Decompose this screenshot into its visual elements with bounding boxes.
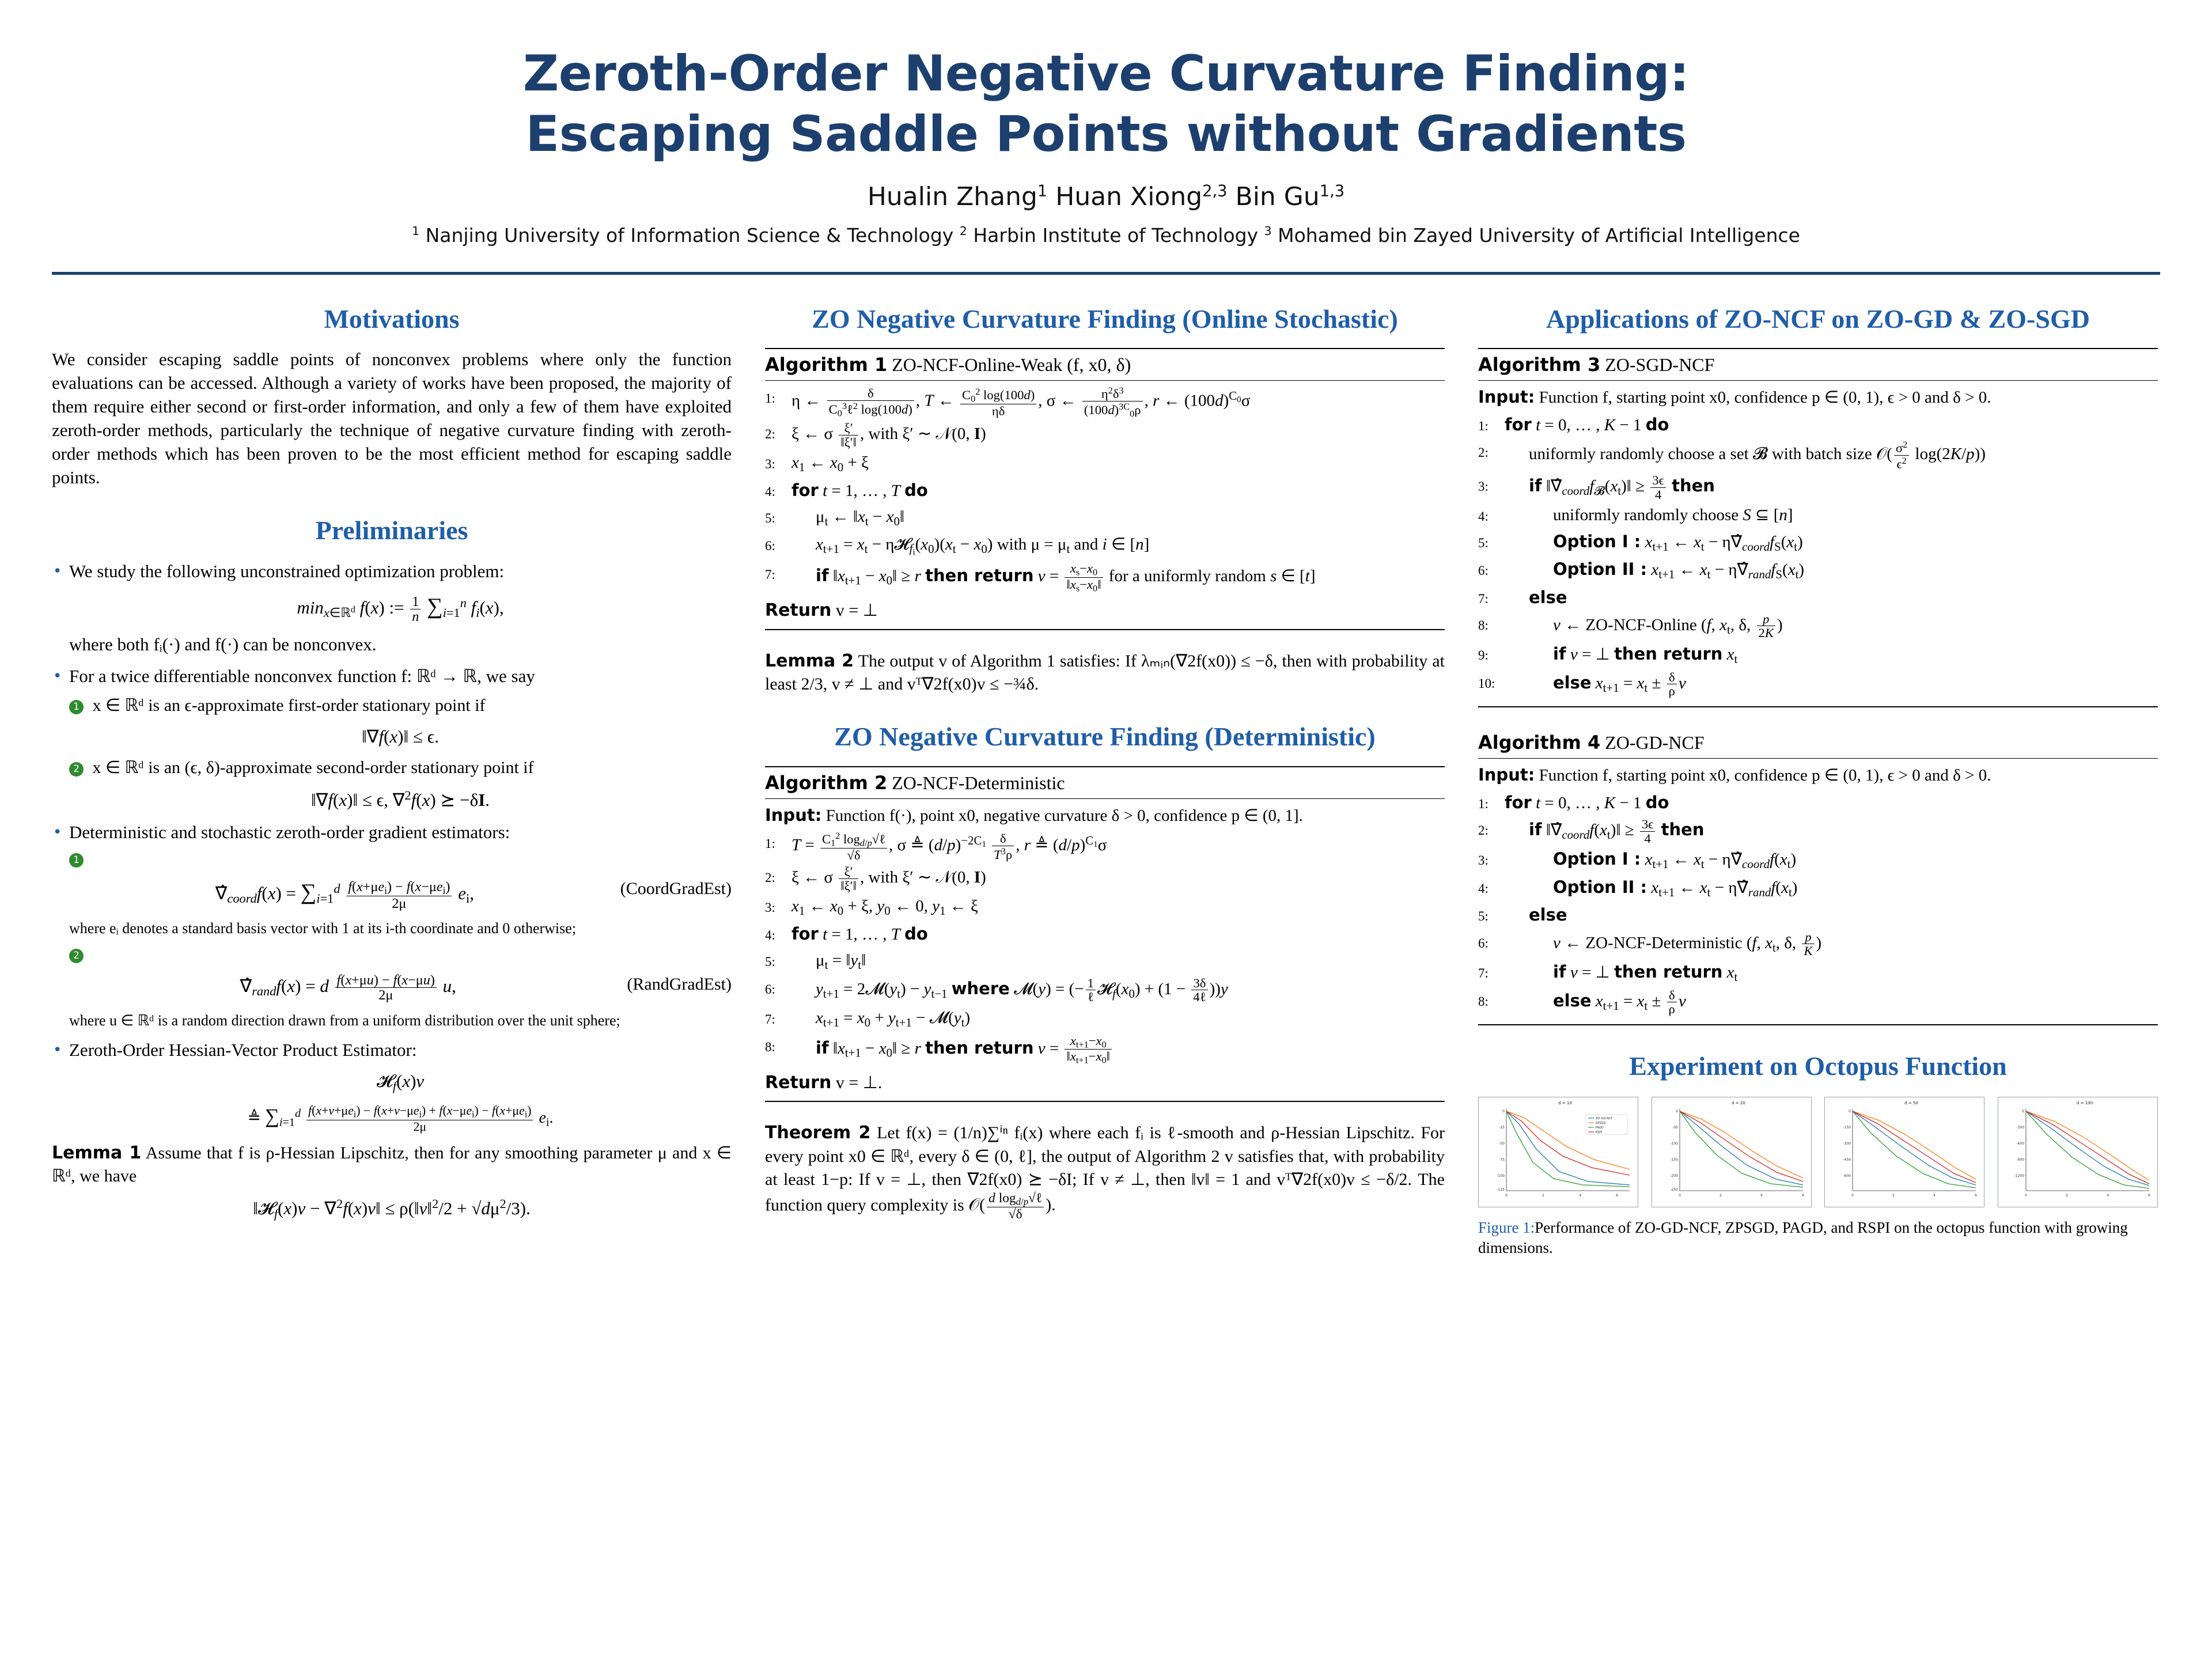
algorithm-2-input bbox=[765, 804, 1445, 828]
svg-text:-50: -50 bbox=[1499, 1141, 1505, 1146]
algorithm-4-line-7: 7: if v = ⊥ then return $x_t$ bbox=[1478, 962, 1738, 984]
algorithm-3-block bbox=[1478, 348, 2158, 707]
chart-d100 bbox=[1998, 1097, 2158, 1207]
algorithm-3-name: ZO-SGD-NCF bbox=[1605, 354, 1715, 376]
svg-text:-75: -75 bbox=[1499, 1157, 1505, 1162]
svg-text:2: 2 bbox=[1892, 1193, 1895, 1198]
algorithm-2-return bbox=[765, 1067, 1445, 1096]
algorithm-2-name: ZO-NCF-Deterministic bbox=[892, 772, 1065, 793]
algorithm-1-body bbox=[765, 381, 1445, 629]
chart-d50 bbox=[1824, 1097, 1984, 1207]
badge-two-icon: 2 bbox=[69, 762, 84, 777]
algorithm-4-rule-bottom bbox=[1478, 1024, 2158, 1025]
svg-text:-600: -600 bbox=[1843, 1173, 1851, 1178]
svg-text:-250: -250 bbox=[1670, 1187, 1678, 1192]
bullet-stationary-definitions bbox=[52, 664, 732, 812]
svg-text:-150: -150 bbox=[1670, 1157, 1678, 1162]
equation-hvp-lhs: 𝓗$_f$(x)v bbox=[376, 1071, 425, 1094]
svg-text:0: 0 bbox=[1502, 1109, 1505, 1113]
algorithm-1-return-label: Return bbox=[765, 600, 832, 621]
equation-problem: $\min_{x\in ℝ^d} f(x)$ := $\frac{1}{n}$ $\sum_{i=1}^n$ $f_i(x)$, bbox=[297, 593, 504, 625]
column-right bbox=[1478, 302, 2158, 1258]
theorem-2-label: Theorem 2 bbox=[765, 1123, 871, 1143]
algorithm-2-line-6: 6: $y_{t+1}$ = $2𝓜(y_t) - y_{t-1}$ where 𝓜(y) = (− $\frac{1}{\text{ℓ}}$ $𝓗_f(x_0) + (1$ − $\frac{3\delta}{\text{4ℓ}}$ ))y bbox=[765, 975, 1228, 1005]
svg-text:6: 6 bbox=[1801, 1193, 1804, 1198]
preliminaries-bullets bbox=[52, 559, 732, 1134]
algorithm-3-body bbox=[1478, 381, 2158, 706]
motivations-text: We consider escaping saddle points of nonconvex problems where only the function evaluations can be accessed. Although a variety of works have been proposed, the majority of them require either second or first-order information, and only a few of them have exploited zeroth-order methods, particularly the technique of negative curvature finding with zeroth-order methods which has been proven to be the most efficient method for escaping saddle points. bbox=[52, 349, 732, 487]
svg-text:0: 0 bbox=[1678, 1193, 1681, 1198]
theorem-2-text: Let f(x) = (1/n)∑ⁱⁿ fᵢ(x) where each fᵢ is ℓ-smooth and ρ-Hessian Lipschitz. For every point x0 ∈ ℝᵈ, every δ ∈ (0, ℓ], the output of Algorithm 2 v satisfies that, with probability at least 1−p: If v = ⊥, then ∇2f(x0) ⪰ −δI; If v ≠ ⊥, then ‖v‖ = 1 and vᵀ∇2f(x0)v ≤ −δ/2. The function query complexity is bbox=[765, 1123, 1445, 1215]
algorithm-4-line-1: 1: for t = 0, … , K − 1 do bbox=[1478, 792, 1669, 812]
lemma-2-text: The output v of Algorithm 1 satisfies: If λₘᵢₙ(∇2f(x0)) ≤ −δ, then with probability at least 2/3, v ≠ ⊥ and vᵀ∇2f(x0)v ≤ −¾δ. bbox=[765, 651, 1445, 694]
algorithm-2-line-8: 8: if $‖x_{t+1}$ − $x_0‖ \ge r$ then return v = $\frac{x_{t+1}-x_0}{‖x_{t+1}-x_0‖}$ bbox=[765, 1034, 1445, 1065]
lemma-1-label: Lemma 1 bbox=[52, 1143, 142, 1164]
equation-lemma-1: ‖𝓗$_f$(x)v − ∇$^2$f(x)v‖ ≤ ρ(‖v‖$^2$/2 + $√d\mu^2/3$). bbox=[253, 1196, 531, 1221]
author-list: Hualin Zhang$^1$ Huan Xiong$^{2,3}$ Bin Gu$^{1,3}$ bbox=[867, 181, 1345, 211]
algorithm-1-line-3: 3: $x_1$ ← $x_0 + \xi$ bbox=[765, 453, 869, 475]
algorithm-4-body bbox=[1478, 759, 2158, 1024]
algorithm-4-number: Algorithm 4 bbox=[1478, 732, 1601, 754]
algorithm-2-line-5: 5: $\mu_t$ = $‖y_t‖$ bbox=[765, 951, 866, 972]
header-divider bbox=[52, 272, 2160, 275]
algorithm-1-line-7: 7: if $‖x_{t+1}$ − $x_0‖ \ge r$ then return v = $\frac{x_s-x_0}{‖x_s-x_0‖}$ for a uniformly random s ∈ [t] bbox=[765, 561, 1316, 594]
algorithm-3-line-1: 1: for t = 0, … , K − 1 do bbox=[1478, 414, 1669, 434]
svg-text:2: 2 bbox=[2066, 1193, 2068, 1198]
equation-tag-randgradest: (RandGradEst) bbox=[627, 974, 732, 994]
algorithm-1-block bbox=[765, 348, 1445, 630]
algorithm-4-input bbox=[1478, 763, 2158, 787]
theorem-2-complexity: 𝒪( $\frac{d \log_{d/p}√\ell}{√\delta}$ ). bbox=[968, 1190, 1056, 1222]
lemma-1-text: Assume that f is ρ-Hessian Lipschitz, then for any smoothing parameter μ and x ∈ ℝᵈ, we have bbox=[52, 1143, 732, 1186]
algorithm-3-line-9: 9: if v = ⊥ then return $x_t$ bbox=[1478, 644, 1738, 666]
algorithm-3-title bbox=[1478, 349, 2158, 380]
algorithm-2-line-3: 3: $x_1$ ← $x_0 + \xi$, $y_0$ ← 0, $y_1$ ← ξ bbox=[765, 897, 978, 918]
svg-text:0: 0 bbox=[1675, 1109, 1678, 1113]
algorithm-4-line-3: 3: Option I : $x_{t+1}$ ← $x_t$ − $\eta\nablâ_{coord}f(x_t)$ bbox=[1478, 849, 1797, 872]
svg-text:-600: -600 bbox=[2016, 1141, 2024, 1146]
svg-text:0: 0 bbox=[1849, 1109, 1851, 1113]
svg-text:4: 4 bbox=[2107, 1193, 2109, 1198]
equation-hvp-rhs: ≜ $\sum_{i=1}^d$ $\frac{f(x+v+\mu e_i) - f(x+v-\mu e_i) + f(x-\mu e_i) - f(x+\mu e_i)}{2\mu}$ $e_i$. bbox=[247, 1104, 554, 1134]
svg-text:4: 4 bbox=[1933, 1193, 1936, 1198]
svg-text:ZO-GD-NCF: ZO-GD-NCF bbox=[1596, 1116, 1613, 1120]
svg-text:6: 6 bbox=[1975, 1193, 1978, 1198]
section-heading-online-stochastic: ZO Negative Curvature Finding (Online Stochastic) bbox=[812, 304, 1398, 334]
svg-text:-50: -50 bbox=[1672, 1125, 1678, 1130]
definition-first-order bbox=[69, 694, 732, 717]
svg-text:RSPI: RSPI bbox=[1596, 1130, 1603, 1134]
algorithm-2-rule-bottom bbox=[765, 1101, 1445, 1102]
badge-one-icon: 1 bbox=[69, 700, 84, 714]
section-heading-deterministic: ZO Negative Curvature Finding (Deterministic) bbox=[834, 722, 1376, 752]
svg-text:-125: -125 bbox=[1497, 1187, 1505, 1192]
svg-text:-150: -150 bbox=[1843, 1125, 1851, 1130]
algorithm-3-line-7: 7: else bbox=[1478, 587, 1567, 607]
algorithm-3-line-2: 2: uniformly randomly choose a set 𝓑 with batch size 𝒪( $\frac{\sigma^2}{\epsilon^2}$ log(2K/p)) bbox=[1478, 439, 1986, 472]
algorithm-3-line-10: 10: else $x_{t+1} = x_t$ ± $\frac{\delta}{\rho}$ v bbox=[1478, 669, 1686, 699]
equation-first-order: ‖∇f(x)‖ ≤ ϵ. bbox=[361, 726, 439, 747]
algorithm-1-return bbox=[765, 595, 1445, 623]
column-left bbox=[52, 302, 732, 1258]
svg-text:-100: -100 bbox=[1670, 1141, 1678, 1146]
algorithm-2-line-4: 4: for t = 1, … , T do bbox=[765, 923, 928, 944]
bullet-problem-text: We study the following unconstrained optimization problem: bbox=[69, 561, 505, 582]
svg-text:-900: -900 bbox=[2016, 1157, 2024, 1162]
svg-text:-450: -450 bbox=[1843, 1157, 1851, 1162]
algorithm-1-line-2: 2: ξ ← σ $\frac{\xi'}{‖\xi'‖}$ , with ξ′ ∼ 𝒩(0, I) bbox=[765, 420, 986, 449]
algorithm-4-title bbox=[1478, 727, 2158, 758]
equation-rand-grad-est: (RandGradEst) $\nablâ_{rand}f(x) = d$ $\frac{f(x+\mu u) - f(x-\mu u)}{2\mu}$ u, bbox=[240, 972, 732, 1003]
algorithm-3-rule-bottom bbox=[1478, 706, 2158, 707]
algorithm-4-name: ZO-GD-NCF bbox=[1605, 732, 1705, 753]
algorithm-2-input-text: Function f(·), point x0, negative curvature δ > 0, confidence p ∈ (0, 1]. bbox=[825, 806, 1303, 825]
algorithm-2-line-1: 1: T = $\frac{C_1^2 \log_{d/p}√\ell}{√\delta}$ , σ ≜ $(d/p)^{-2C_1}$ $\frac{\delta}{T^3\rho}$ , r ≜ $(d/p)^{C_1}\sigma$ bbox=[765, 830, 1107, 863]
algorithm-4-input-text: Function f, starting point x0, confidence p ∈ (0, 1), ϵ > 0 and δ > 0. bbox=[1539, 766, 1991, 785]
svg-text:PAGD: PAGD bbox=[1596, 1126, 1604, 1130]
algorithm-1-line-6: 6: $x_{t+1} = x_t$ − $\eta 𝓗_{f_i}(x_0)(x_t - x_0)$ with $\mu = \mu_t$ and i ∈ [n] bbox=[765, 535, 1150, 558]
lemma-1 bbox=[52, 1142, 732, 1188]
svg-text:2: 2 bbox=[1719, 1193, 1722, 1198]
theorem-2 bbox=[765, 1122, 1445, 1222]
lemma-2-label: Lemma 2 bbox=[765, 650, 854, 671]
badge-two-b-icon: 2 bbox=[69, 949, 84, 963]
algorithm-3-line-8: 8: v ← ZO-NCF-Online (f, $x_t$, δ, $\frac{p}{2K}$ ) bbox=[1478, 611, 1783, 641]
svg-text:-300: -300 bbox=[1843, 1141, 1851, 1146]
svg-text:-25: -25 bbox=[1499, 1125, 1505, 1130]
section-heading-preliminaries: Preliminaries bbox=[315, 515, 468, 545]
note-coordgradest: where eᵢ denotes a standard basis vector with 1 at its i-th coordinate and 0 otherwise; bbox=[69, 920, 577, 937]
svg-text:ZPSGD: ZPSGD bbox=[1596, 1121, 1606, 1125]
algorithm-3-line-4: 4: uniformly randomly choose S ⊆ [n] bbox=[1478, 506, 1793, 525]
page-title bbox=[52, 44, 2160, 165]
column-middle bbox=[765, 302, 1445, 1258]
svg-text:d = 50: d = 50 bbox=[1904, 1100, 1919, 1105]
svg-text:6: 6 bbox=[1616, 1193, 1618, 1198]
svg-text:d = 100: d = 100 bbox=[2076, 1100, 2093, 1105]
algorithm-3-line-5: 5: Option I : $x_{t+1}$ ← $x_t$ − $\eta\nablâ_{coord}f_S(x_t)$ bbox=[1478, 531, 1803, 554]
section-heading-experiment: Experiment on Octopus Function bbox=[1629, 1051, 2007, 1081]
figure-row bbox=[1478, 1097, 2158, 1207]
algorithm-2-input-label: Input: bbox=[765, 805, 822, 825]
svg-text:0: 0 bbox=[1851, 1193, 1854, 1198]
chart-d10 bbox=[1478, 1097, 1638, 1207]
svg-text:-1200: -1200 bbox=[2014, 1173, 2024, 1178]
bullet-stationary-text: For a twice differentiable nonconvex function f: ℝᵈ → ℝ, we say bbox=[69, 666, 535, 687]
algorithm-2-block bbox=[765, 766, 1445, 1103]
bullet-gradient-estimators bbox=[52, 820, 732, 1031]
svg-text:d = 20: d = 20 bbox=[1731, 1100, 1745, 1105]
algorithm-1-name: ZO-NCF-Online-Weak (f, x0, δ) bbox=[892, 354, 1131, 376]
algorithm-2-line-7: 7: $x_{t+1} = x_0 + y_{t+1}$ − $𝓜(y_t)$ bbox=[765, 1009, 971, 1029]
algorithm-2-number: Algorithm 2 bbox=[765, 771, 888, 794]
algorithm-1-line-1: 1: η ← $\frac{\delta}{C_0^3\ell^2 \log(100d)}$ , T ← $\frac{C_0^2 \log(100d)}{\eta\delta}$ , σ ← $\frac{\eta^2\delta^3}{(100d)^{3C}_0\rho}$ , r ← $(100d)^{C_0}\sigma$ bbox=[765, 385, 1251, 419]
svg-text:-100: -100 bbox=[1497, 1173, 1505, 1178]
bullet-hvp-text: Zeroth-Order Hessian-Vector Product Estimator: bbox=[69, 1040, 417, 1060]
algorithm-1-rule-bottom bbox=[765, 629, 1445, 630]
algorithm-1-number: Algorithm 1 bbox=[765, 354, 888, 376]
algorithm-2-return-value: v = ⊥. bbox=[835, 1073, 882, 1092]
algorithm-1-return-value: v = ⊥ bbox=[835, 601, 878, 620]
svg-text:0: 0 bbox=[2025, 1193, 2027, 1198]
algorithm-4-block bbox=[1478, 727, 2158, 1025]
algorithm-1-line-5: 5: $\mu_t$ ← $‖x_t$ − $x_0‖$ bbox=[765, 507, 905, 528]
chart-d20 bbox=[1652, 1097, 1812, 1207]
algorithm-4-line-5: 5: else bbox=[1478, 905, 1567, 925]
chart-d50-svg bbox=[1825, 1097, 1984, 1207]
svg-text:-200: -200 bbox=[1670, 1173, 1678, 1178]
bullet-problem-where: where both fᵢ(·) and f(·) can be nonconvex. bbox=[69, 634, 377, 654]
svg-text:4: 4 bbox=[1760, 1193, 1763, 1198]
badge-one-b-icon: 1 bbox=[69, 853, 84, 868]
bullet-problem bbox=[52, 559, 732, 656]
algorithm-4-line-4: 4: Option II : $x_{t+1}$ ← $x_t$ − $\eta\nablâ_{rand}f(x_t)$ bbox=[1478, 877, 1798, 899]
algorithm-3-line-6: 6: Option II : $x_{t+1}$ ← $x_t$ − $\eta\nablâ_{rand}f_S(x_t)$ bbox=[1478, 559, 1805, 581]
equation-second-order: ‖∇f(x)‖ ≤ ϵ, ∇$^2$f(x) ⪰ −δI. bbox=[310, 788, 490, 810]
section-heading-motivations: Motivations bbox=[324, 304, 460, 334]
definition-first-order-text: x ∈ ℝᵈ is an ϵ-approximate first-order stationary point if bbox=[92, 695, 486, 715]
svg-text:4: 4 bbox=[1579, 1193, 1581, 1198]
algorithm-1-title bbox=[765, 349, 1445, 380]
chart-d100-svg bbox=[1998, 1097, 2157, 1207]
algorithm-1-line-4: 4: for t = 1, … , T do bbox=[765, 480, 928, 500]
definition-second-order bbox=[69, 756, 732, 779]
svg-text:2: 2 bbox=[1542, 1193, 1544, 1198]
algorithm-4-line-6: 6: v ← ZO-NCF-Deterministic (f, $x_t$, δ, $\frac{p}{K}$ ) bbox=[1478, 929, 1822, 959]
poster-header bbox=[52, 0, 2160, 275]
algorithm-2-body bbox=[765, 799, 1445, 1101]
definition-second-order-text: x ∈ ℝᵈ is an (ϵ, δ)-approximate second-order stationary point if bbox=[92, 758, 534, 778]
chart-d10-svg bbox=[1479, 1097, 1638, 1207]
algorithm-3-line-3: 3: if $‖\nablâ_{coord}f_𝓑(x_t)‖$ ≥ $\frac{3\epsilon}{4}$ then bbox=[1478, 472, 1715, 502]
algorithm-3-number: Algorithm 3 bbox=[1478, 354, 1601, 376]
algorithm-4-line-2: 2: if $‖\nablâ_{coord}f(x_t)‖$ ≥ $\frac{3\epsilon}{4}$ then bbox=[1478, 816, 1705, 846]
svg-text:d = 10: d = 10 bbox=[1558, 1100, 1572, 1105]
svg-text:-300: -300 bbox=[2016, 1125, 2024, 1130]
algorithm-3-input-label: Input: bbox=[1478, 387, 1535, 407]
estimator-one-badge bbox=[69, 850, 732, 869]
svg-text:0: 0 bbox=[1505, 1193, 1508, 1198]
bullet-gradient-estimators-text: Deterministic and stochastic zeroth-order gradient estimators: bbox=[69, 821, 510, 842]
title-line-2: Escaping Saddle Points without Gradients bbox=[525, 105, 1687, 163]
lemma-2 bbox=[765, 650, 1445, 696]
svg-text:6: 6 bbox=[2148, 1193, 2150, 1198]
algorithm-4-input-label: Input: bbox=[1478, 765, 1535, 785]
estimator-two-badge bbox=[69, 945, 732, 965]
title-line-1: Zeroth-Order Negative Curvature Finding: bbox=[522, 45, 1690, 103]
algorithm-2-title bbox=[765, 767, 1445, 798]
section-heading-applications: Applications of ZO-NCF on ZO-GD & ZO-SGD bbox=[1546, 304, 2090, 334]
svg-text:0: 0 bbox=[2022, 1109, 2024, 1113]
equation-tag-coordgradest: (CoordGradEst) bbox=[620, 879, 732, 899]
algorithm-3-input-text: Function f, starting point x0, confidence p ∈ (0, 1), ϵ > 0 and δ > 0. bbox=[1539, 388, 1991, 407]
figure-caption-label: Figure 1: bbox=[1478, 1218, 1535, 1236]
figure-caption bbox=[1478, 1218, 2158, 1258]
note-randgradest: where u ∈ ℝᵈ is a random direction drawn from a uniform distribution over the unit sphere; bbox=[69, 1012, 620, 1029]
chart-d20-svg bbox=[1652, 1097, 1811, 1207]
bullet-hessian-vector-estimator bbox=[52, 1038, 732, 1134]
equation-coord-grad-est: (CoordGradEst) $\nablâ_{coord}f(x) = \sum_{i=1}^d$ $\frac{f(x+\mu e_i) - f(x-\mu e_i)}{2\mu}$ $e_i$, bbox=[69, 877, 732, 911]
affiliation-list: $^1$ Nanjing University of Information Science & Technology $^2$ Harbin Institute of Technology $^3$ Mohamed bin Zayed University of Artificial Intelligence bbox=[412, 224, 1800, 247]
algorithm-4-line-8: 8: else $x_{t+1} = x_t$ ± $\frac{\delta}{\rho}$ v bbox=[1478, 987, 1686, 1017]
poster-columns bbox=[52, 302, 2160, 1258]
algorithm-2-line-2: 2: ξ ← σ $\frac{\xi'}{‖\xi'‖}$ , with ξ′ ∼ 𝒩(0, I) bbox=[765, 863, 986, 893]
algorithm-3-input bbox=[1478, 385, 2158, 410]
algorithm-2-return-label: Return bbox=[765, 1072, 832, 1093]
figure-caption-text: Performance of ZO-GD-NCF, ZPSGD, PAGD, and RSPI on the octopus function with growing dimensions. bbox=[1478, 1218, 2128, 1256]
